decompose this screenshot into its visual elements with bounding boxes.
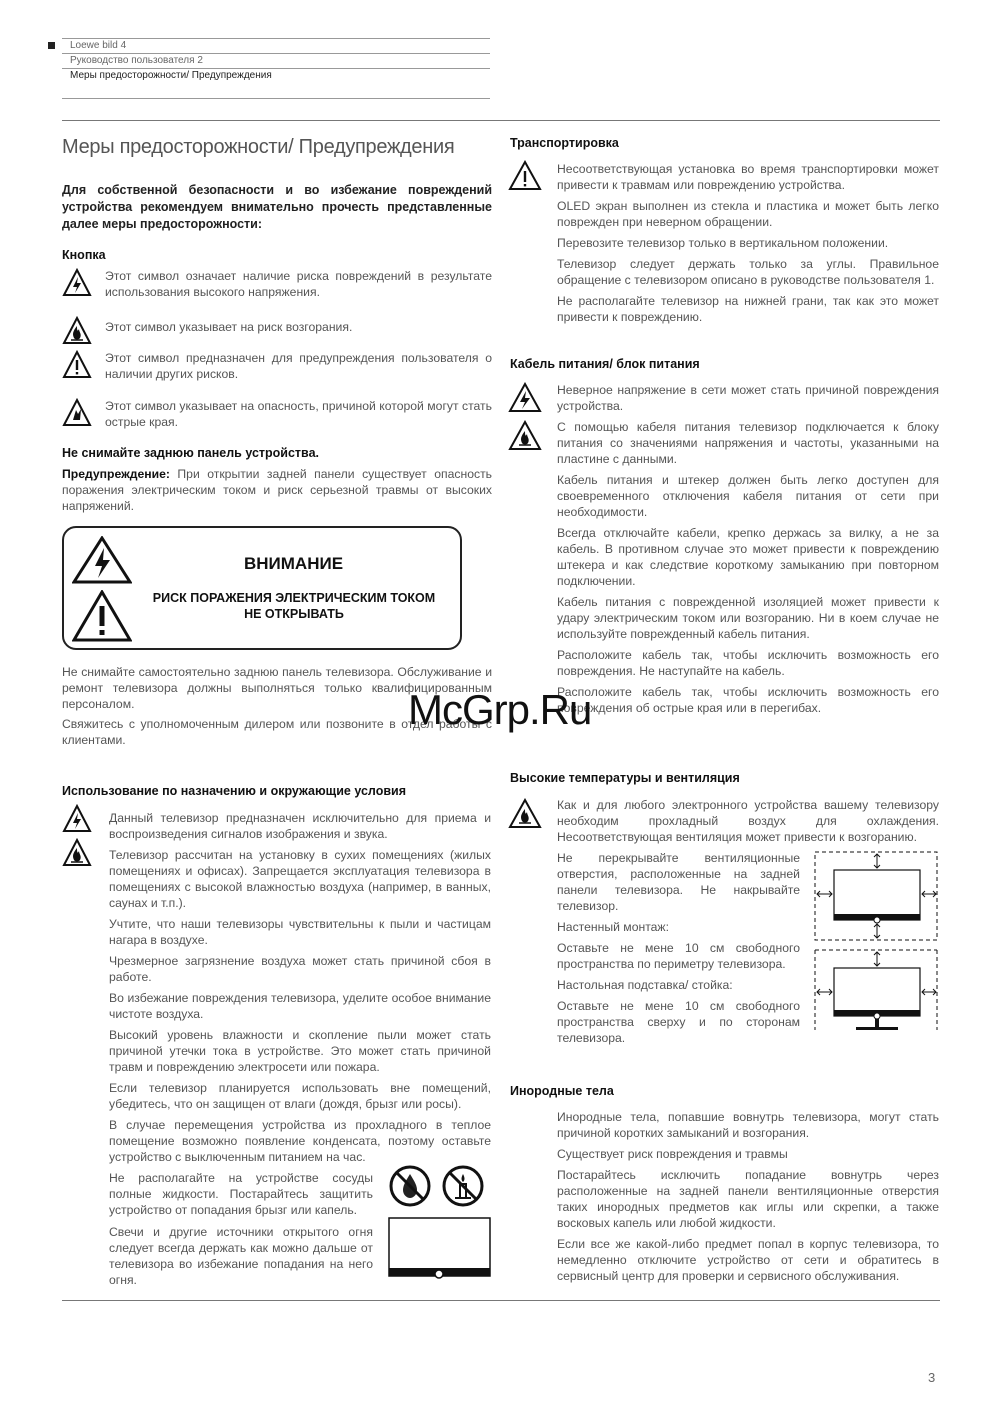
intro-text: Для собственной безопасности и во избежание повреждений устройства рекомендуем внимательно прочесть представленные далее меры предосторожности:: [62, 183, 492, 231]
header-section: Меры предосторожности/ Предупреждения: [70, 70, 272, 81]
power-paragraph: Кабель питания и штекер должен быть легко доступен для своевременного отключения кабеля питания от сети при необходимости.: [557, 473, 939, 519]
usage-paragraph: Высокий уровень влажности и скопление пыли может стать причиной утечки тока в устройстве. Это может стать причиной травм и повреждению электросети или пожара.: [109, 1028, 491, 1074]
caution-line-2: НЕ ОТКРЫВАТЬ: [244, 607, 344, 621]
symbol-text: Этот символ предназначен для предупреждения пользователя о наличии других рисков.: [105, 351, 492, 381]
header-divider: [62, 68, 490, 69]
foreign-paragraph: Инородные тела, попавшие вовнутрь телевизора, могут стать причиной коротких замыканий и возгорания.: [557, 1110, 939, 1140]
symbol-text: Этот символ означает наличие риска повреждений в результате использования высокого напряжения.: [105, 269, 492, 299]
high-voltage-icon: [62, 804, 92, 834]
transport-paragraph: Перевозите телевизор только в вертикальном положении.: [557, 236, 889, 250]
exclamation-icon: [72, 590, 132, 642]
watermark: McGrp.Ru: [408, 686, 592, 733]
foreign-paragraph: Если все же какой-либо предмет попал в корпус телевизора, то немедленно отключите устройство от сети и обратитесь в сервисный центр для проверки и сервисного обслуживания.: [557, 1237, 939, 1283]
foreign-heading: Инородные тела: [510, 1084, 614, 1098]
usage-heading: Использование по назначению и окружающие условия: [62, 784, 407, 798]
usage-paragraph: Во избежание повреждения телевизора, уделите особое внимание чистоте воздуха.: [109, 991, 491, 1021]
top-rule: [62, 120, 940, 121]
dealer-paragraph: Свяжитесь с уполномоченным дилером или позвоните в отдел работы с клиентами.: [62, 717, 492, 747]
caution-box: [62, 526, 462, 650]
header-product: Loewe bild 4: [70, 40, 127, 51]
caution-title: ВНИМАНИЕ: [244, 554, 344, 573]
caution-line-1: РИСК ПОРАЖЕНИЯ ЭЛЕКТРИЧЕСКИМ ТОКОМ: [152, 591, 436, 605]
foreign-paragraph: Постарайтесь исключить попадание вовнутрь через расположенные на задней панели вентиляционные отверстия таких инородных предметов как иглы или скрепки, а также восковых капель или любой жидкости.: [557, 1168, 939, 1230]
usage-paragraph: Телевизор рассчитан на установку в сухих помещениях (жилых помещениях и офисах). Запрещается эксплуатация телевизора в помещениях с высокой влажностью воздуха (например, в ванных, саунах и т.п.).: [109, 848, 491, 910]
transport-paragraph: Не располагайте телевизор на нижней грани, так как это может привести к повреждению.: [557, 294, 939, 324]
power-paragraph: Расположите кабель так, чтобы исключить возможность его повреждения об острые края или в перегибах.: [557, 685, 939, 715]
fire-icon: [508, 420, 542, 452]
warning-label: Предупреждение:: [62, 467, 170, 481]
high-voltage-icon: [62, 268, 92, 298]
foreign-paragraph: Существует риск повреждения и травмы: [557, 1147, 788, 1161]
transport-paragraph: Телевизор следует держать только за углы. Правильное обращение с телевизором описано в руководстве пользователя 1.: [557, 257, 939, 287]
high-voltage-icon: [508, 382, 542, 414]
usage-paragraph: Чрезмерное загрязнение воздуха может стать причиной сбоя в работе.: [109, 954, 491, 984]
warning-text: При открытии задней панели существует опасность поражения электрическим током и риск серьезной травмы от высоких напряжений.: [62, 467, 492, 513]
warning-paragraph: [62, 466, 492, 514]
usage-paragraph: Данный телевизор предназначен исключительно для приема и воспроизведения сигналов изображения и звука.: [109, 811, 491, 841]
power-paragraph: С помощью кабеля питания телевизор подключается к блоку питания со значениями напряжения и частоты, указанными на пластине с данными.: [557, 420, 939, 466]
fire-icon: [508, 798, 542, 830]
bottom-rule: [62, 1300, 940, 1301]
page-title: Меры предосторожности/ Предупреждения: [62, 136, 455, 158]
transport-paragraph: Несоответствующая установка во время транспортировки может привести к травмам или повреждению устройства.: [557, 162, 939, 192]
table-stand-label: Настольная подставка/ стойка:: [557, 978, 733, 992]
wall-mount-clearance-diagram: [812, 850, 940, 942]
heat-paragraph: Оставьте не мене 10 см свободного пространства сверху и по сторонам телевизора.: [557, 999, 800, 1045]
back-panel-heading: Не снимайте заднюю панель устройства.: [62, 446, 320, 460]
power-paragraph: Всегда отключайте кабели, крепко держась за вилку, а не за кабель. В противном случае это может привести к повреждению штекера и как следствие короткому замыканию при повторном подключении.: [557, 526, 939, 588]
header-divider: [62, 53, 490, 54]
no-open-flame-icon: [441, 1164, 485, 1208]
power-heading: Кабель питания/ блок питания: [510, 357, 700, 371]
header-divider: [62, 98, 490, 99]
wall-mount-label: Настенный монтаж:: [557, 920, 669, 934]
usage-paragraph: Учтите, что наши телевизоры чувствительны к пыли и частицам нагара в воздухе.: [109, 917, 491, 947]
usage-paragraph: В случае перемещения устройства из прохладного в теплое помещение возможно появление конденсата, поэтому оставьте устройство с выключенным питанием на час.: [109, 1118, 491, 1164]
fire-icon: [62, 316, 92, 346]
table-stand-clearance-diagram: [812, 948, 940, 1032]
candle-paragraph: Свечи и другие источники открытого огня следует всегда держать как можно дальше от телевизора во избежание попадания на него огня.: [109, 1225, 373, 1287]
exclamation-icon: [62, 350, 92, 380]
fire-icon: [62, 838, 92, 868]
heat-intro: Как и для любого электронного устройства вашему телевизору необходим прохладный воздух для охлаждения. Несоответствующая вентиляция может привести к возгоранию.: [557, 798, 939, 844]
transport-heading: Транспортировка: [510, 136, 619, 150]
exclamation-icon: [508, 160, 542, 192]
usage-paragraphs: [109, 810, 491, 1170]
header-divider: [62, 38, 490, 39]
no-liquids-icon: [388, 1164, 432, 1208]
symbol-text: Этот символ указывает на опасность, причиной которой могут стать острые края.: [105, 399, 492, 429]
heat-paragraph: Оставьте не мене 10 см свободного пространства по периметру телевизора.: [557, 941, 800, 971]
high-voltage-icon: [72, 536, 132, 584]
header-manual: Руководство пользователя 2: [70, 55, 203, 66]
transport-paragraph: OLED экран выполнен из стекла и пластика и может быть легко поврежден при неверном обращении.: [557, 199, 939, 229]
power-paragraph: Кабель питания с поврежденной изоляцией может привести к удару электрическим током или возгоранию. Ни в коем случае не используйте поврежденный кабель питания.: [557, 595, 939, 641]
heat-paragraph: Не перекрывайте вентиляционные отверстия, расположенные на задней панели телевизора. Не накрывайте телевизор.: [557, 851, 800, 913]
power-paragraph: Расположите кабель так, чтобы исключить возможность его повреждения. Не наступайте на кабель.: [557, 648, 939, 678]
usage-paragraph: Если телевизор планируется использовать вне помещений, убедитесь, что он защищен от влаги (дождя, брызг или росы).: [109, 1081, 491, 1111]
foreign-paragraphs: [557, 1109, 939, 1289]
transport-paragraphs: [557, 161, 939, 330]
page-number: 3: [928, 1370, 936, 1385]
power-paragraphs: [557, 382, 939, 721]
sharp-edges-icon: [62, 398, 92, 428]
header-bullet: [48, 42, 55, 49]
heat-details: [557, 850, 800, 1051]
heat-heading: Высокие температуры и вентиляция: [510, 771, 740, 785]
symbol-text: Этот символ указывает на риск возгорания.: [105, 320, 353, 334]
liquid-paragraph: Не располагайте на устройстве сосуды полные жидкости. Постарайтесь защитить устройство от попадания брызг или капель.: [109, 1171, 373, 1217]
service-paragraph: Не снимайте самостоятельно заднюю панель телевизора. Обслуживание и ремонт телевизора должны выполняться только квалифицированным персоналом.: [62, 665, 492, 711]
caution-subtitle: [134, 590, 454, 622]
button-heading: Кнопка: [62, 248, 106, 262]
power-paragraph: Неверное напряжение в сети может стать причиной повреждения устройства.: [557, 383, 939, 413]
tv-illustration: [388, 1216, 492, 1282]
